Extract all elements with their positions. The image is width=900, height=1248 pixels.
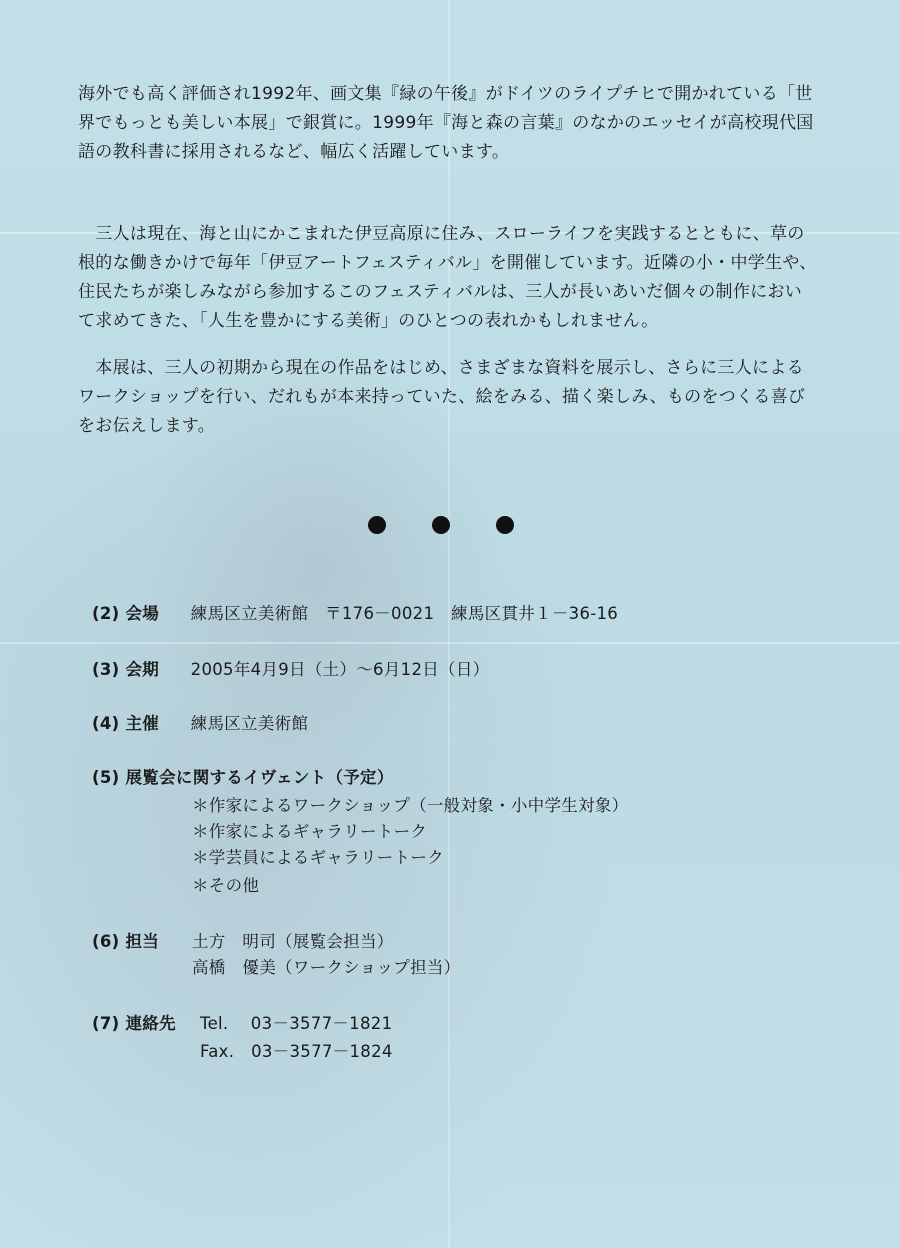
organizer-value: 練馬区立美術館: [190, 714, 309, 733]
period-label: (3) 会期: [92, 660, 160, 679]
exhibition-paragraph: 本展は、三人の初期から現在の作品をはじめ、さまざまな資料を展示し、さらに三人によるワークショップを行い、だれもが本来持っていた、絵をみる、描く楽しみ、ものをつくる喜びをお伝えします。: [78, 358, 806, 436]
organizer-label: (4) 主催: [92, 714, 160, 733]
paper-fold: [448, 0, 450, 1248]
organizer-row: [92, 710, 308, 734]
contact-label: (7) 連絡先: [92, 1014, 176, 1033]
events-row: [92, 764, 394, 788]
period-value: 2005年4月9日（土）～6月12日（日）: [190, 660, 490, 679]
paper-fold: [0, 642, 900, 644]
venue-label: (2) 会場: [92, 604, 160, 623]
contact-row: [92, 1010, 176, 1034]
section-divider: [368, 516, 514, 534]
staff-item: 高橋 優美（ワークショップ担当）: [192, 958, 461, 977]
festival-paragraph: 三人は現在、海と山にかこまれた伊豆高原に住み、スローライフを実践するとともに、草の根的な働きかけで毎年「伊豆アートフェスティバル」を開催しています。近隣の小・中学生や、住民たちが楽しみながら参加するこのフェスティバルは、三人が長いあいだ個々の制作において求めてきた、「人生を豊かにする美術」のひとつの表れかもしれません。: [78, 224, 817, 331]
intro-paragraph: 海外でも高く評価され1992年、画文集『緑の午後』がドイツのライプチヒで開かれている「世界でもっとも美しい本展」で銀賞に。1999年『海と森の言葉』のなかのエッセイが高校現代国語の教科書に採用されるなど、幅広く活躍しています。: [78, 84, 814, 162]
divider-dot: [496, 516, 514, 534]
contact-fax: Fax. 03－3577－1824: [200, 1042, 393, 1061]
contact-tel: Tel. 03－3577－1821: [200, 1014, 393, 1033]
event-item: ＊学芸員によるギャラリートーク: [192, 848, 444, 867]
event-item: ＊その他: [192, 876, 260, 895]
period-row: [92, 656, 489, 680]
divider-dot: [368, 516, 386, 534]
divider-dot: [432, 516, 450, 534]
staff-item: 土方 明司（展覧会担当）: [192, 932, 394, 951]
venue-row: [92, 600, 618, 624]
event-item: ＊作家によるワークショップ（一般対象・小中学生対象）: [192, 796, 629, 815]
events-label: (5) 展覧会に関するイヴェント（予定）: [92, 768, 394, 787]
event-item: ＊作家によるギャラリートーク: [192, 822, 428, 841]
venue-value: 練馬区立美術館 〒176－0021 練馬区貫井１－36-16: [190, 604, 619, 623]
staff-label: (6) 担当: [92, 932, 160, 951]
staff-row: [92, 928, 159, 952]
